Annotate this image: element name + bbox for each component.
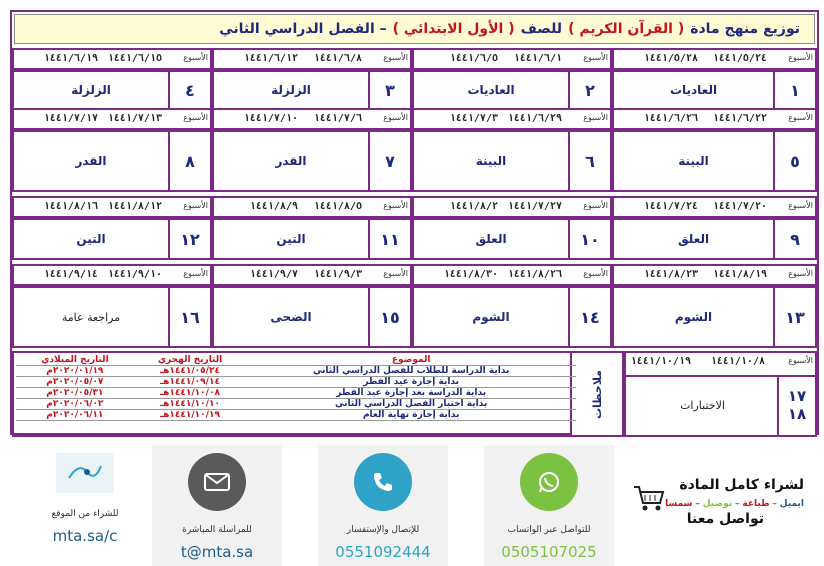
whatsapp-card[interactable]	[484, 445, 614, 566]
week-block-3	[212, 48, 412, 110]
notes-box	[12, 351, 624, 437]
week-to-date: ١٤٤١/٦/٥	[449, 53, 498, 64]
week-body	[12, 130, 212, 192]
week-header	[12, 196, 212, 218]
week-from-date: ١٤٤١/٨/١٢	[107, 201, 162, 212]
notes-hijri: ١٤٤١/٠٥/٢٤هـ	[134, 366, 247, 377]
week-number: ١١	[368, 220, 410, 258]
notes-header-topic: الموضوع	[246, 355, 576, 366]
week-from-date: ١٤٤١/٧/٦	[313, 113, 362, 124]
week-body	[212, 70, 412, 110]
week-to-date: ١٤٤١/٧/١٠	[243, 113, 298, 124]
site-label: للشراء من الموقع	[51, 509, 119, 519]
week-from-date: ١٤٤١/٩/٣	[313, 269, 362, 280]
week-to-date: ١٤٤١/٦/١٩	[43, 53, 98, 64]
week-label: الأسبوع	[383, 269, 408, 278]
notes-topic: بداية إجازة نهاية العام	[246, 410, 576, 421]
week-surah: التين	[76, 232, 106, 246]
week-number: ٨	[168, 132, 210, 190]
week-to-date: ١٤٤١/٨/٣٠	[443, 269, 498, 280]
week-to-date: ١٤٤١/١٠/١٩	[630, 356, 691, 367]
week-from-date: ١٤٤١/٨/١٩	[712, 269, 767, 280]
week-label: الأسبوع	[583, 269, 608, 278]
week-from-date: ١٤٤١/١٠/٨	[710, 356, 765, 367]
notes-gregorian: ٢٠٢٠/٠٥/٣١م	[16, 388, 134, 399]
week-from-date: ١٤٤١/٧/١٣	[107, 113, 162, 124]
week-number: ٧	[368, 132, 410, 190]
week-to-date: ١٤٤١/٩/١٤	[43, 269, 98, 280]
week-block-1	[612, 48, 817, 110]
week-from-date: ١٤٤١/٧/٢٠	[712, 201, 767, 212]
notes-hijri: ١٤٤١/٠٩/١٤هـ	[134, 377, 247, 388]
week-to-date: ١٤٤١/٥/٢٨	[643, 53, 698, 64]
week-surah: التين	[276, 232, 306, 246]
week-label: الأسبوع	[183, 201, 208, 210]
site-logo-icon	[56, 453, 114, 493]
week-label: الأسبوع	[788, 53, 813, 62]
week-num-17: ١٧	[787, 387, 807, 405]
week-label: الأسبوع	[383, 53, 408, 62]
week-from-date: ١٤٤١/٦/١	[513, 53, 562, 64]
notes-gregorian: ٢٠٢٠/٠٥/٠٧م	[16, 377, 134, 388]
title-grade: ( الأول الابتدائي )	[392, 21, 515, 37]
week-label: الأسبوع	[788, 356, 813, 365]
week-block-13	[612, 264, 817, 348]
week-number-17-18	[777, 375, 815, 435]
notes-gregorian: ٢٠٢٠/٠١/١٩م	[16, 366, 134, 377]
week-label: الأسبوع	[183, 113, 208, 122]
week-to-date: ١٤٤١/٩/٧	[249, 269, 298, 280]
week-number: ١	[773, 72, 815, 108]
week-body	[612, 286, 817, 348]
week-block-10	[412, 196, 612, 260]
week-body	[412, 218, 612, 260]
week-surah: العلق	[677, 232, 710, 246]
notes-topic: بداية اختبار الفصل الدراسي الثاني	[246, 399, 576, 410]
week-label: الأسبوع	[383, 201, 408, 210]
week-number: ٤	[168, 72, 210, 108]
week-label: الأسبوع	[788, 201, 813, 210]
week-block-9	[612, 196, 817, 260]
whatsapp-number[interactable]: 0505107025	[501, 543, 597, 561]
week-to-date: ١٤٤١/٧/٣	[449, 113, 498, 124]
week-num-18: ١٨	[787, 405, 807, 423]
week-to-date: ١٤٤١/٦/١٢	[243, 53, 298, 64]
mail-link[interactable]: t@mta.sa	[180, 543, 254, 561]
week-header	[412, 108, 612, 130]
notes-hijri: ١٤٤١/١٠/٠٨هـ	[134, 388, 247, 399]
week-number: ٩	[773, 220, 815, 258]
week-number: ١٥	[368, 288, 410, 346]
week-to-date: ١٤٤١/٨/٢٣	[643, 269, 698, 280]
week-body	[612, 130, 817, 192]
week-body	[612, 70, 817, 110]
week-number: ١٠	[568, 220, 610, 258]
week-header	[412, 264, 612, 286]
whatsapp-icon	[520, 453, 578, 511]
week-number: ١٤	[568, 288, 610, 346]
week-block-5	[612, 108, 817, 192]
week-block-14	[412, 264, 612, 348]
week-surah: الشوم	[674, 310, 713, 324]
week-number: ٥	[773, 132, 815, 190]
buy-services: ايميل – طباعة – توصيل – سمسا	[665, 499, 804, 509]
mail-card[interactable]	[152, 445, 282, 566]
page-title	[14, 14, 815, 44]
week-to-date: ١٤٤١/٨/٩	[249, 201, 298, 212]
week-body	[412, 70, 612, 110]
week-header	[612, 108, 817, 130]
site-link[interactable]: mta.sa/c	[52, 527, 118, 545]
week-body	[212, 286, 412, 348]
week-surah: الزلزلة	[71, 83, 111, 97]
notes-row	[16, 377, 576, 388]
footer	[0, 445, 824, 566]
week-header	[412, 196, 612, 218]
phone-icon	[354, 453, 412, 511]
week-header	[612, 196, 817, 218]
week-from-date: ١٤٤١/٩/١٠	[107, 269, 162, 280]
notes-hijri: ١٤٤١/١٠/١٠هـ	[134, 399, 247, 410]
week-body	[212, 218, 412, 260]
week-surah: الضحى	[270, 310, 312, 324]
notes-row	[16, 399, 576, 410]
week-surah: العاديات	[467, 83, 515, 97]
week-label: الأسبوع	[788, 113, 813, 122]
week-header	[212, 264, 412, 286]
week-label: الأسبوع	[183, 53, 208, 62]
week-to-date: ١٤٤١/٨/٢	[449, 201, 498, 212]
week-from-date: ١٤٤١/٦/٢٢	[712, 113, 767, 124]
buy-block	[634, 477, 804, 547]
week-surah: البينة	[475, 154, 507, 168]
week-header	[12, 108, 212, 130]
cart-icon	[632, 483, 666, 517]
week-label: الأسبوع	[183, 269, 208, 278]
week-surah-17-18: الاختبارات	[680, 398, 725, 412]
week-body	[412, 130, 612, 192]
week-label: الأسبوع	[583, 113, 608, 122]
week-body	[12, 218, 212, 260]
notes-gregorian: ٢٠٢٠/٠٦/٠٢م	[16, 399, 134, 410]
week-number: ١٣	[773, 288, 815, 346]
week-surah: البينة	[678, 154, 709, 168]
week-header	[212, 108, 412, 130]
week-header	[212, 48, 412, 70]
week-number: ٢	[568, 72, 610, 108]
week-number: ٣	[368, 72, 410, 108]
week-surah: مراجعة عامة	[61, 310, 121, 324]
notes-table	[16, 355, 576, 421]
whatsapp-label: للتواصل عبر الواتساب	[507, 525, 591, 535]
week-body	[12, 286, 212, 348]
week-block-6	[412, 108, 612, 192]
week-block-8	[12, 108, 212, 192]
buy-title: لشراء كامل المادة	[679, 477, 804, 493]
schedule-frame	[10, 10, 819, 435]
notes-row	[16, 366, 576, 377]
week-to-date: ١٤٤١/٧/١٧	[43, 113, 98, 124]
week-number: ١٦	[168, 288, 210, 346]
title-term: – الفصل الدراسي الثاني	[219, 21, 387, 37]
week-header	[612, 264, 817, 286]
week-body	[412, 286, 612, 348]
week-block-4	[12, 48, 212, 110]
phone-card[interactable]	[318, 445, 448, 566]
week-header	[612, 48, 817, 70]
notes-hijri: ١٤٤١/١٠/١٩هـ	[134, 410, 247, 421]
title-prefix: توزيع منهج مادة	[690, 21, 800, 37]
week-body	[612, 218, 817, 260]
week-block-16	[12, 264, 212, 348]
week-17-header	[626, 353, 815, 377]
envelope-icon	[188, 453, 246, 511]
phone-number[interactable]: 0551092444	[335, 543, 431, 561]
notes-label: ملاحظات	[570, 353, 622, 435]
week-block-7	[212, 108, 412, 192]
week-surah: العاديات	[669, 83, 718, 97]
notes-topic: بداية الدراسة للطلاب للفصل الدراسي الثاني	[246, 366, 576, 377]
week-from-date: ١٤٤١/٦/٨	[313, 53, 362, 64]
week-header	[212, 196, 412, 218]
week-block-15	[212, 264, 412, 348]
week-number: ١٢	[168, 220, 210, 258]
notes-row	[16, 388, 576, 399]
week-from-date: ١٤٤١/٨/٥	[313, 201, 362, 212]
week-header	[12, 264, 212, 286]
notes-gregorian: ٢٠٢٠/٠٦/١١م	[16, 410, 134, 421]
week-body	[212, 130, 412, 192]
notes-header-hijri: التاريخ الهجري	[134, 355, 247, 366]
mail-label: للمراسلة المباشرة	[182, 525, 252, 535]
week-to-date: ١٤٤١/٦/٢٦	[643, 113, 698, 124]
week-block-11	[212, 196, 412, 260]
notes-topic: بداية الدراسة بعد إجازة عيد الفطر	[246, 388, 576, 399]
week-to-date: ١٤٤١/٧/٢٤	[643, 201, 698, 212]
week-block-12	[12, 196, 212, 260]
week-from-date: ١٤٤١/٥/٢٤	[712, 53, 767, 64]
title-grade-label: للصف	[520, 21, 563, 37]
week-from-date: ١٤٤١/٦/١٥	[107, 53, 162, 64]
week-surah: الشوم	[472, 310, 510, 324]
week-label: الأسبوع	[583, 201, 608, 210]
phone-label: للإتصال والإستفسار	[346, 525, 420, 535]
title-subject: ( القرآن الكريم )	[568, 21, 685, 37]
site-card[interactable]	[20, 445, 150, 566]
week-from-date: ١٤٤١/٦/٢٩	[507, 113, 562, 124]
week-surah: القدر	[275, 154, 307, 168]
notes-row	[16, 410, 576, 421]
week-block-2	[412, 48, 612, 110]
week-block-17-18	[624, 351, 817, 437]
week-surah: العلق	[475, 232, 507, 246]
week-from-date: ١٤٤١/٧/٢٧	[507, 201, 562, 212]
notes-topic: بداية إجازة عيد الفطر	[246, 377, 576, 388]
week-label: الأسبوع	[583, 53, 608, 62]
week-header	[412, 48, 612, 70]
week-to-date: ١٤٤١/٨/١٦	[43, 201, 98, 212]
week-surah: الزلزلة	[271, 83, 311, 97]
week-header	[12, 48, 212, 70]
buy-contact: تواصل معنا	[686, 511, 764, 527]
week-number: ٦	[568, 132, 610, 190]
notes-header-gregorian: التاريخ الميلادي	[16, 355, 134, 366]
week-surah: القدر	[75, 154, 107, 168]
week-label: الأسبوع	[383, 113, 408, 122]
week-body	[12, 70, 212, 110]
week-label: الأسبوع	[788, 269, 813, 278]
week-from-date: ١٤٤١/٨/٢٦	[507, 269, 562, 280]
